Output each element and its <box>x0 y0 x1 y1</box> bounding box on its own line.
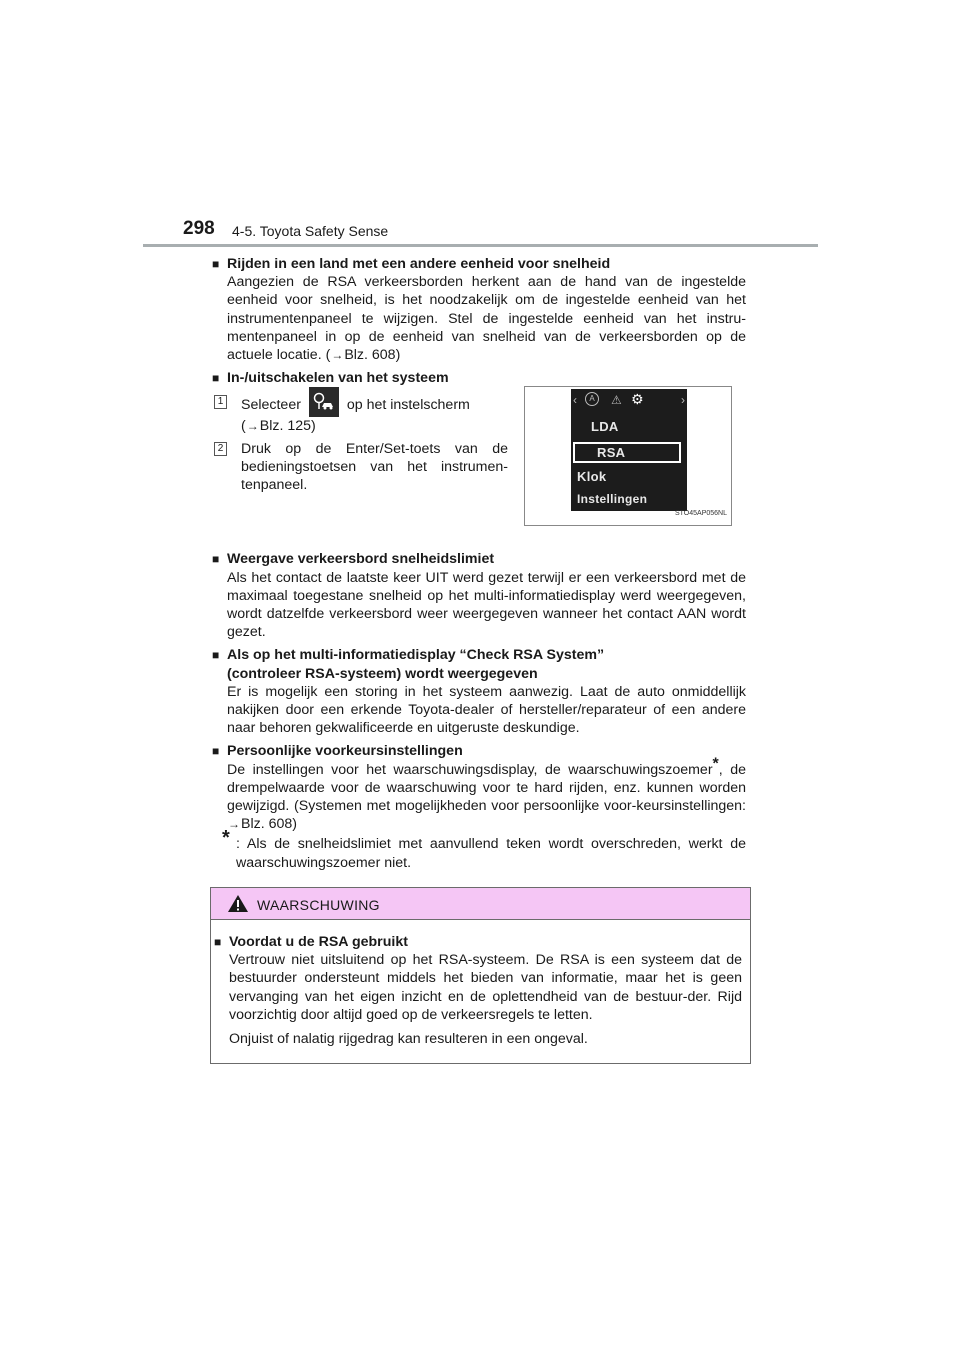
page-reference: Blz. 608) <box>344 347 401 364</box>
body-text: Aangezien de RSA verkeersborden herkent aan de hand van de ingestelde eenheid voor snelheid, is het noodzakelijk om de ingestelde eenheid van het instrumentenpaneel te wijzigen. Stel de ingestelde eenheid van het instru-mentenpaneel in op de eenheid van snelheid van de verkeersborden op de actuele locatie. ( <box>227 274 746 364</box>
steps-with-screen <box>212 387 746 545</box>
multi-info-display <box>571 389 687 511</box>
body-text: De instellingen voor het waarschuwingsdisplay, de waarschuwingszoemer <box>227 761 713 778</box>
section-body: Als het contact de laatste keer UIT werd gezet terwijl er een verkeersbord met de maximaal toegestane snelheid op het multi-informatiedisplay werd weergegeven, wordt datzelfde verkeersbord weer weergegeven wanneer het contact AAN wordt gezet. <box>227 569 746 641</box>
footnote-marker: * <box>712 754 719 772</box>
step-1: 1 Selecteer op het instelscherm (→Blz. 125) <box>212 393 508 435</box>
footnote-star: * <box>222 827 230 850</box>
gear-icon: ⚙ <box>631 391 644 408</box>
screen-top-bar <box>571 391 687 411</box>
menu-item-instellingen: Instellingen <box>577 492 648 507</box>
warning-title: WAARSCHUWING <box>257 897 380 913</box>
chevron-left-icon: ‹ <box>573 393 577 408</box>
chevron-right-icon: › <box>681 393 685 408</box>
reference-arrow: → <box>228 817 240 832</box>
warning-heading: ■ Voordat u de RSA gebruikt <box>214 933 742 951</box>
warning-body <box>211 920 750 1048</box>
body-text: , de drempelwaarde voor de waarschuwing voor te hard rijden, enz. kunnen worden gewijzigd. (Systemen met mogelijkheden voor persoonlijke voor-keursinstellingen: <box>227 761 746 815</box>
section-body <box>212 754 746 834</box>
section-body <box>212 273 746 364</box>
section-unit-speed <box>212 255 746 364</box>
menu-item-rsa <box>573 442 681 463</box>
section-heading <box>212 646 746 682</box>
section-check-rsa <box>212 646 746 737</box>
warning-triangle-icon <box>227 894 249 913</box>
section-heading: ■ Rijden in een land met een andere eenheid voor snelheid <box>212 255 746 273</box>
heading-line: (controleer RSA-systeem) wordt weergegeven <box>227 665 538 682</box>
section-speed-sign-display <box>212 550 746 641</box>
step-number: 2 <box>214 442 227 456</box>
section-personal-settings <box>212 742 746 871</box>
step-text: Druk op de Enter/Set-toets van de bedieningstoetsen van het instrumen-tenpaneel. <box>241 440 508 494</box>
step-number: 1 <box>214 395 227 409</box>
footnote <box>212 827 746 871</box>
page-reference: Blz. 125) <box>259 418 316 435</box>
section-heading: ■ In-/uitschakelen van het systeem <box>212 369 746 387</box>
settings-screen-illustration <box>524 386 732 526</box>
reference-arrow: → <box>246 419 259 434</box>
menu-item-lda: LDA <box>591 419 619 435</box>
footnote-text: : Als de snelheidslimiet met aanvullend teken wordt overschreden, werkt de waarschuwingszoemer niet. <box>236 836 746 871</box>
image-code: STO45AP056NL <box>674 510 727 518</box>
reference-arrow: → <box>331 348 344 363</box>
step-text: op het instelscherm <box>346 397 470 414</box>
section-heading: ■ Weergave verkeersbord snelheidslimiet <box>212 550 746 568</box>
section-body: Er is mogelijk een storing in het systeem aanwezig. Laat de auto onmiddellijk nakijken door een erkende Toyota-dealer of hersteller/reparateur of een andere naar behoren gekwalificeerde en uitgeruste deskundige. <box>227 683 746 737</box>
lda-circle-icon: A <box>585 392 599 406</box>
warning-header <box>211 888 750 920</box>
page-reference: Blz. 608) <box>241 816 297 833</box>
rsa-sign-car-icon <box>309 387 339 417</box>
warning-text: Vertrouw niet uitsluitend op het RSA-systeem. De RSA is een systeem dat de bestuurder ondersteunt middels het bieden van informatie, maar het is geen vervanging van het eigen inzicht en de oplettendheid van de bestuur-der. Rijd voorzichtig door altijd goed op de verkeersregels te letten. <box>229 952 742 1023</box>
warning-triangle-icon: ⚠ <box>611 393 622 408</box>
section-title: 4-5. Toyota Safety Sense <box>232 223 389 239</box>
step-2 <box>212 440 508 495</box>
manual-content <box>212 255 746 877</box>
menu-item-label: RSA <box>597 445 626 461</box>
menu-item-klok: Klok <box>577 469 607 485</box>
section-toggle-system <box>212 369 746 545</box>
heading-line: Als op het multi-informatiedisplay “Check RSA System” <box>227 647 605 664</box>
warning-box <box>210 887 751 1064</box>
page-number: 298 <box>183 218 215 239</box>
header-rule <box>143 244 818 247</box>
step-text: Selecteer <box>241 397 301 414</box>
steps-list <box>212 393 508 498</box>
warning-text: Onjuist of nalatig rijgedrag kan resulteren in een ongeval. <box>229 1031 588 1048</box>
section-heading: ■ Persoonlijke voorkeursinstellingen <box>212 742 746 760</box>
